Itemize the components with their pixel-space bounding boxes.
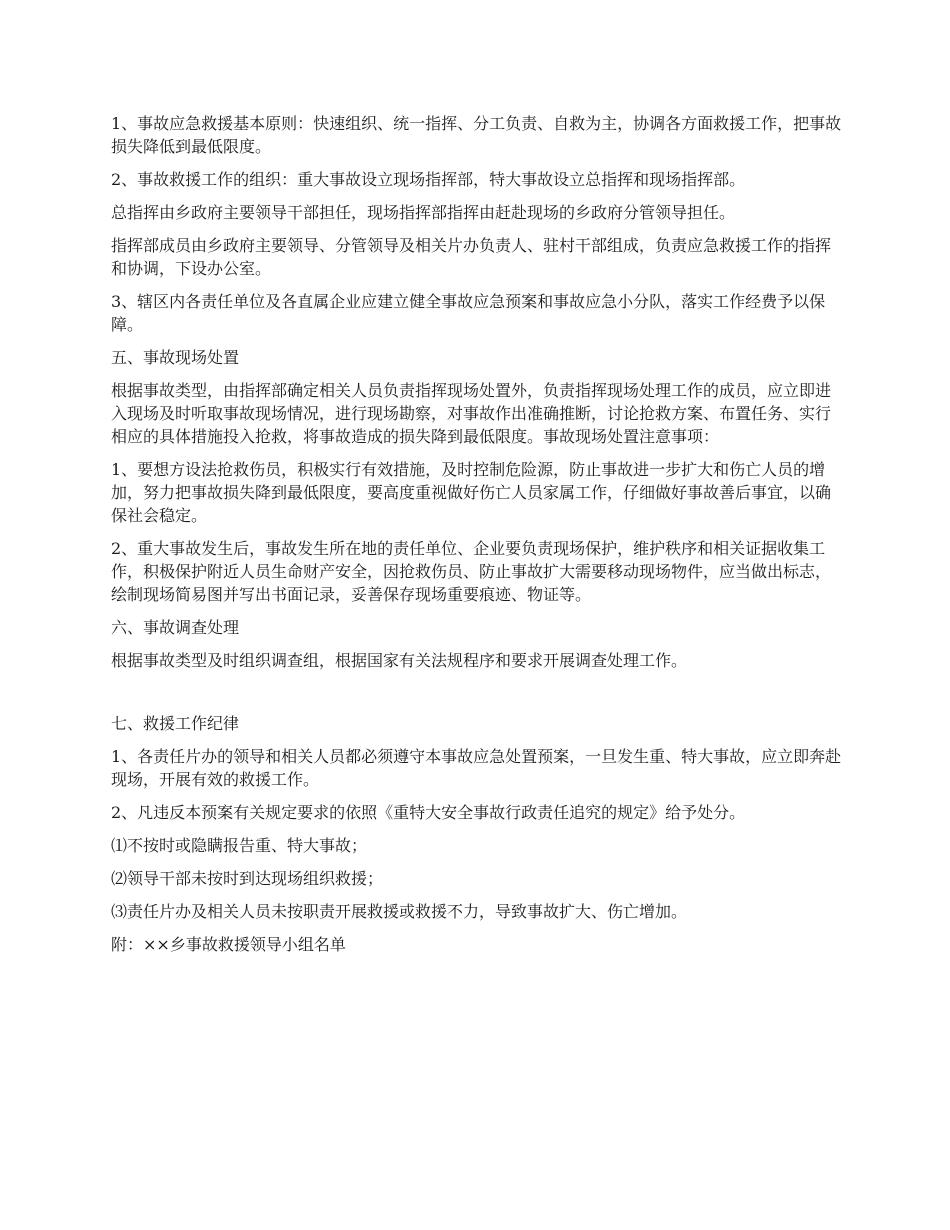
principle-paragraph: 1、事故应急救援基本原则：快速组织、统一指挥、分工负责、自救为主，协调各方面救援工作，把事故损失降低到最低限度。 [111,114,842,156]
scene-protection-paragraph: 2、重大事故发生后，事故发生所在地的责任单位、企业要负责现场保护，维护秩序和相关证据收集工作，积极保护附近人员生命财产安全，因抢救伤员、防止事故扩大需要移动现场物件，应当做出标志，绘制现场简易图并写出书面记录，妥善保存现场重要痕迹、物证等。 [111,539,832,604]
attachment-note: 附：××乡事故救援领导小组名单 [111,935,346,954]
organization-paragraph: 2、事故救援工作的组织：重大事故设立现场指挥部，特大事故设立总指挥和现场指挥部。 [111,170,746,189]
document-page [111,112,846,966]
violation-item-2: ⑵领导干部未按时到达现场组织救援； [111,869,384,888]
discipline-paragraph-2: 2、凡违反本预案有关规定要求的依照《重特大安全事故行政责任追究的规定》给予处分。 [111,803,746,822]
members-paragraph: 指挥部成员由乡政府主要领导、分管领导及相关片办负责人、驻村干部组成，负责应急救援工作的指挥和协调，下设办公室。 [111,236,832,278]
onsite-handling-paragraph: 根据事故类型，由指挥部确定相关人员负责指挥现场处置外，负责指挥现场处理工作的成员，应立即进入现场及时听取事故现场情况，进行现场勘察，对事故作出准确推断，讨论抢救方案、布置任务、实行相应的具体措施投入抢救，将事故造成的损失降到最低限度。事故现场处置注意事项： [111,381,832,446]
units-paragraph: 3、辖区内各责任单位及各直属企业应建立健全事故应急预案和事故应急小分队，落实工作经费予以保障。 [111,292,826,334]
commander-paragraph: 总指挥由乡政府主要领导干部担任，现场指挥部指挥由赶赴现场的乡政府分管领导担任。 [111,203,736,222]
section-heading-5: 五、事故现场处置 [111,348,240,367]
rescue-injured-paragraph: 1、要想方设法抢救伤员，积极实行有效措施，及时控制危险源，防止事故进一步扩大和伤亡人员的增加，努力把事故损失降到最低限度，要高度重视做好伤亡人员家属工作，仔细做好事故善后事宜，以确保社会稳定。 [111,460,832,525]
violation-item-3: ⑶责任片办及相关人员未按职责开展救援或救援不力，导致事故扩大、伤亡增加。 [111,902,688,921]
section-gap [111,682,846,712]
investigation-paragraph: 根据事故类型及时组织调查组，根据国家有关法规程序和要求开展调查处理工作。 [111,651,688,670]
discipline-paragraph-1: 1、各责任片办的领导和相关人员都必须遵守本事故应急处置预案，一旦发生重、特大事故，应立即奔赴现场，开展有效的救援工作。 [111,747,842,789]
section-heading-7: 七、救援工作纪律 [111,714,240,733]
violation-item-1: ⑴不按时或隐瞒报告重、特大事故； [111,836,368,855]
section-heading-6: 六、事故调查处理 [111,618,240,637]
